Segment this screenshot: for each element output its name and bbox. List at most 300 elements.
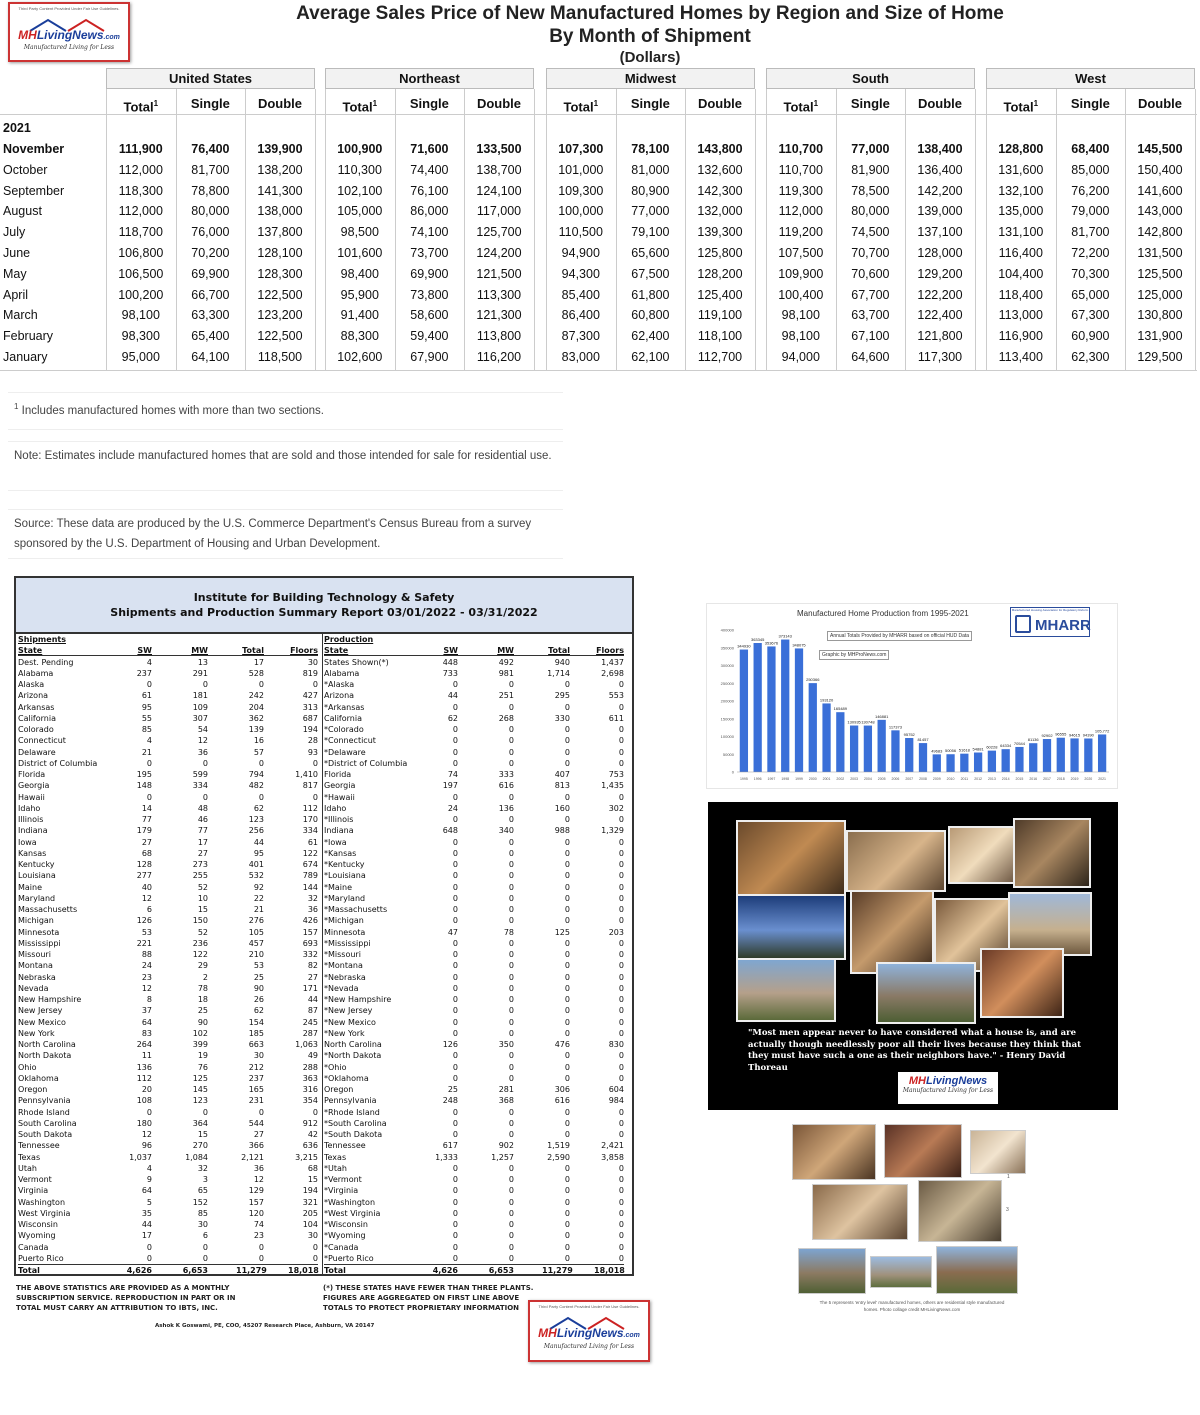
shipments-cell: 61: [141, 691, 152, 701]
table-cell: 67,700: [851, 287, 890, 302]
footnote-mark: 1: [372, 99, 378, 108]
production-cell: 0: [618, 1220, 624, 1229]
data-label: 348075: [792, 642, 806, 648]
footnote-mark: 1: [153, 99, 159, 108]
x-tick-label: 2005: [877, 777, 886, 781]
table-cell: 100,900: [337, 142, 383, 156]
data-label: 193120: [819, 697, 834, 703]
shipments-cell: 61: [307, 837, 318, 847]
production-cell: Georgia: [324, 781, 356, 791]
table-cell: 70,600: [851, 266, 890, 281]
table-row: [0, 222, 1197, 243]
shipments-cell: 457: [248, 938, 264, 948]
production-cell: 0: [508, 1051, 514, 1061]
production-cell: Total: [324, 1266, 346, 1275]
shipments-cell: 93: [307, 747, 318, 757]
shipments-cell: Rhode Island: [18, 1107, 70, 1117]
data-label: 54881: [972, 746, 984, 752]
shipments-cell: 85: [197, 1208, 208, 1218]
table-cell: 110,500: [558, 225, 603, 240]
production-cell: 0: [508, 882, 514, 892]
grid-line: [905, 89, 906, 370]
production-cell: 0: [508, 680, 514, 689]
shipments-cell: New Jersey: [18, 1006, 63, 1016]
production-cell: 0: [564, 747, 570, 757]
production-row: [324, 814, 624, 825]
production-cell: 368: [498, 1096, 514, 1106]
note-text: Note: Estimates include manufactured homes that are sold and those intended for sale for residential use.: [14, 450, 552, 462]
production-row: [324, 1084, 624, 1095]
shipments-cell: 120: [248, 1208, 264, 1218]
shipments-cell: 663: [248, 1040, 264, 1049]
table-cell: 62,300: [1071, 350, 1110, 364]
footnote-box: [8, 392, 563, 430]
column-header: [1056, 90, 1126, 114]
grid-line: [986, 89, 987, 370]
production-cell: Arizona: [324, 691, 355, 701]
production-cell: *Maryland: [324, 893, 366, 903]
production-chart: [706, 603, 1118, 789]
table-cell: 122,200: [917, 287, 963, 302]
mharr-topline: Manufactured Housing Association for Regulatory Reform: [1011, 608, 1089, 612]
production-row: [324, 747, 624, 758]
production-row: [324, 724, 624, 735]
production-cell: Indiana: [324, 826, 354, 836]
x-tick-label: 2015: [1015, 777, 1024, 781]
table-row: [0, 264, 1197, 285]
x-tick-label: 2007: [905, 777, 914, 781]
ibts-signature: Ashok K Goswami, PE, COO, 45207 Research Place, Ashburn, VA 20147: [155, 1323, 375, 1329]
shipments-cell: 44: [141, 1220, 152, 1229]
column-header: [905, 90, 975, 114]
table-cell: 76,200: [1071, 183, 1110, 198]
column-header-label: Single: [850, 96, 890, 111]
table-cell: 137,800: [257, 225, 303, 240]
bar-2007: [905, 738, 913, 772]
production-row: [324, 960, 624, 971]
production-row: [324, 972, 624, 983]
shipments-cell: 0: [146, 758, 152, 768]
production-cell: 0: [508, 1242, 514, 1252]
bar-2008: [919, 743, 927, 772]
year-label: 2021: [3, 121, 31, 135]
production-row: [324, 1129, 624, 1140]
table-cell: 67,300: [1071, 308, 1110, 323]
production-cell: 0: [618, 1175, 624, 1184]
shipments-row: [18, 657, 318, 668]
table-cell: 113,000: [998, 308, 1043, 323]
shipments-row: [18, 792, 318, 803]
production-cell: 0: [452, 893, 458, 903]
shipments-row: [18, 724, 318, 735]
production-cell: 0: [452, 1208, 458, 1218]
shipments-cell: 28: [307, 736, 318, 746]
shipments-cell: 6: [146, 905, 152, 914]
production-cell: 0: [564, 1118, 570, 1128]
production-cell: 0: [564, 1062, 570, 1072]
table-cell: 138,000: [257, 204, 303, 219]
table-cell: 80,000: [851, 204, 890, 219]
production-cell: 0: [618, 995, 624, 1004]
production-cell: *South Dakota: [324, 1130, 383, 1139]
bar-2018: [1057, 738, 1065, 772]
shipments-cell: 0: [258, 1107, 264, 1117]
production-cell: 648: [442, 826, 458, 836]
production-cell: 0: [508, 972, 514, 982]
shipments-cell: 12: [141, 983, 152, 993]
table-cell: 98,100: [121, 308, 160, 323]
shipments-cell: 426: [302, 916, 318, 926]
production-cell: 0: [618, 916, 624, 926]
shipments-cell: 528: [248, 668, 264, 678]
table-row: [0, 243, 1197, 264]
shipments-cell: Kansas: [18, 848, 47, 858]
shipments-row: [18, 758, 318, 769]
shipments-row: [18, 893, 318, 904]
table-cell: 122,400: [917, 308, 963, 323]
shipments-cell: 273: [192, 860, 208, 869]
shipments-row: [18, 1230, 318, 1241]
production-row: [324, 994, 624, 1005]
table-cell: 118,300: [118, 183, 163, 198]
production-cell: Tennessee: [324, 1141, 366, 1151]
table-cell: 141,600: [1137, 183, 1183, 198]
footnote-mark: 1: [593, 99, 599, 108]
shipments-column-header: Floors: [290, 646, 318, 656]
production-cell: 0: [508, 792, 514, 802]
mini-photo-family: [812, 1184, 908, 1240]
production-row: [324, 1118, 624, 1129]
table-cell: 69,900: [191, 266, 230, 281]
production-cell: Oregon: [324, 1085, 354, 1094]
bar-1996: [754, 643, 762, 772]
production-cell: 0: [508, 1163, 514, 1173]
x-tick-label: 1999: [795, 777, 803, 781]
x-tick-label: 2001: [822, 777, 831, 781]
production-cell: 0: [618, 961, 624, 971]
table-cell: 69,900: [410, 266, 449, 281]
production-cell: 125: [554, 927, 570, 937]
production-cell: 0: [452, 815, 458, 824]
source-text: Source: These data are produced by the U.S. Commerce Department's Census Bureau from a survey sponsored by the U.S. Department of Housing and Urban Development.: [14, 518, 532, 550]
production-row: [324, 1253, 624, 1264]
production-cell: 0: [452, 1163, 458, 1173]
shipments-cell: 170: [302, 815, 318, 824]
table-cell: 142,200: [917, 183, 963, 198]
note-box: [8, 441, 563, 491]
table-cell: 119,200: [778, 225, 823, 240]
production-cell: 0: [618, 983, 624, 993]
shipments-cell: 30: [197, 1220, 208, 1229]
shipments-row: [18, 769, 318, 780]
shipments-row: [18, 803, 318, 814]
shipments-cell: 231: [248, 1096, 264, 1106]
shipments-cell: 194: [302, 1186, 318, 1196]
shipments-cell: 122: [302, 848, 318, 858]
mhlivingnews-logo-bottom[interactable]: [528, 1300, 650, 1362]
shipments-cell: 85: [141, 725, 152, 734]
table-cell: 100,000: [558, 204, 604, 219]
shipments-cell: Nevada: [18, 983, 49, 993]
production-cell: 1,435: [601, 781, 624, 791]
grid-line: [315, 89, 316, 370]
table-cell: 70,300: [1071, 266, 1110, 281]
logo-topline-bottom: Third Party Content Provided Under Fair Use Guidelines.: [538, 1304, 640, 1309]
shipments-cell: 4: [146, 1163, 152, 1173]
table-cell: 100,400: [778, 287, 824, 302]
title-line-2: By Month of Shipment: [549, 26, 751, 47]
production-cell: *Rhode Island: [324, 1107, 380, 1117]
production-row: [324, 1005, 624, 1016]
production-cell: 0: [564, 848, 570, 858]
shipments-cell: 10: [197, 893, 208, 903]
table-cell: 128,100: [257, 246, 303, 260]
shipments-cell: 87: [307, 1006, 318, 1016]
table-cell: 125,700: [476, 225, 522, 240]
shipments-cell: 3: [202, 1175, 208, 1184]
production-cell: *Kentucky: [324, 860, 365, 869]
table-row: [0, 160, 1197, 181]
shipments-cell: 181: [192, 691, 208, 701]
shipments-cell: Wyoming: [18, 1231, 56, 1241]
shipments-cell: 179: [136, 826, 152, 836]
production-cell: 0: [618, 882, 624, 892]
shipments-cell: District of Columbia: [18, 758, 98, 768]
table-cell: 107,500: [778, 246, 824, 260]
shipments-cell: 125: [192, 1073, 208, 1083]
table-cell: 81,000: [631, 162, 670, 177]
shipments-cell: Arizona: [18, 691, 49, 701]
shipments-cell: 152: [192, 1197, 208, 1207]
table-row: [0, 139, 1197, 160]
shipments-row: [18, 1208, 318, 1219]
production-cell: 24: [447, 803, 458, 813]
production-row: [324, 735, 624, 746]
production-cell: 330: [554, 713, 570, 723]
data-label: 130935: [847, 719, 861, 725]
production-cell: *Massachusetts: [324, 905, 388, 914]
y-tick-label: 400000: [720, 627, 734, 633]
y-tick-label: 50000: [722, 751, 734, 757]
production-row: [324, 1017, 624, 1028]
column-header: [836, 90, 906, 114]
shipments-cell: 288: [302, 1062, 318, 1072]
month-label: June: [3, 246, 31, 260]
column-header: [106, 90, 176, 114]
production-cell: 0: [564, 995, 570, 1004]
x-tick-label: 1995: [739, 777, 748, 781]
table-cell: 64,100: [191, 350, 230, 364]
shipments-cell: 77: [141, 815, 152, 824]
production-cell: 0: [618, 1107, 624, 1117]
production-cell: 0: [508, 1175, 514, 1184]
shipments-cell: 76: [197, 1062, 208, 1072]
report-title: [250, 2, 1050, 67]
production-cell: 0: [564, 792, 570, 802]
production-cell: *Kansas: [324, 848, 357, 858]
production-cell: 940: [554, 657, 570, 667]
shipments-row: [18, 702, 318, 713]
grid-line: [0, 114, 1197, 115]
production-cell: 0: [618, 736, 624, 746]
production-row: [324, 1208, 624, 1219]
production-cell: 0: [618, 815, 624, 824]
production-cell: 0: [452, 961, 458, 971]
shipments-cell: 112: [302, 803, 318, 813]
production-row: [324, 1163, 624, 1174]
shipments-cell: 123: [192, 1096, 208, 1106]
shipments-cell: 334: [302, 826, 318, 836]
shipments-cell: South Carolina: [18, 1118, 77, 1128]
production-cell: 0: [564, 983, 570, 993]
shipments-cell: 46: [197, 815, 208, 824]
grid-line: [766, 89, 767, 370]
table-cell: 78,100: [631, 142, 670, 156]
shipments-cell: Illinois: [18, 815, 44, 824]
mini-photo-kitchen-2: [918, 1180, 1002, 1242]
table-cell: 66,700: [191, 287, 230, 302]
production-cell: 47: [447, 927, 458, 937]
production-cell: 0: [452, 1028, 458, 1038]
shipments-row: [18, 994, 318, 1005]
shipments-cell: 291: [192, 668, 208, 678]
shipments-cell: 0: [202, 1242, 208, 1252]
column-header: [766, 90, 836, 114]
table-cell: 129,200: [917, 266, 963, 281]
table-cell: 110,700: [778, 162, 823, 177]
shipments-cell: 599: [192, 770, 208, 779]
shipments-row: [18, 915, 318, 926]
production-cell: 0: [452, 1175, 458, 1184]
shipments-cell: 139: [248, 725, 264, 734]
shipments-cell: 27: [197, 848, 208, 858]
table-cell: 110,300: [337, 162, 382, 177]
shipments-cell: 52: [197, 927, 208, 937]
shipments-cell: 316: [302, 1085, 318, 1094]
production-row: [324, 1140, 624, 1151]
production-row: [324, 837, 624, 848]
shipments-cell: 102: [192, 1028, 208, 1038]
production-cell: 0: [618, 680, 624, 689]
grid-line: [395, 89, 396, 370]
shipments-cell: 27: [253, 1130, 264, 1139]
shipments-cell: 332: [302, 950, 318, 959]
table-cell: 63,700: [851, 308, 890, 323]
shipments-cell: 180: [136, 1118, 152, 1128]
production-cell: 0: [508, 747, 514, 757]
production-cell: 340: [498, 826, 514, 836]
production-cell: 0: [564, 1051, 570, 1061]
production-cell: 0: [508, 1231, 514, 1241]
production-cell: 0: [508, 1073, 514, 1083]
shipments-cell: Pennsylvania: [18, 1096, 71, 1106]
mhlivingnews-logo[interactable]: [8, 2, 130, 62]
production-cell: 0: [618, 1051, 624, 1061]
mini-photo-exterior-1: [798, 1248, 866, 1294]
production-cell: 0: [564, 1253, 570, 1263]
x-tick-label: 2002: [836, 777, 845, 781]
shipments-cell: 109: [192, 702, 208, 712]
production-cell: 0: [508, 1006, 514, 1016]
production-row: [324, 949, 624, 960]
production-cell: 0: [618, 905, 624, 914]
production-cell: 0: [452, 1073, 458, 1083]
shipments-cell: 270: [192, 1141, 208, 1151]
shipments-cell: New Hampshire: [18, 995, 82, 1004]
shipments-cell: 0: [312, 1253, 318, 1263]
production-cell: 981: [498, 668, 514, 678]
shipments-cell: 6: [202, 1231, 208, 1241]
x-tick-label: 2017: [1043, 777, 1051, 781]
production-row: [324, 983, 624, 994]
shipments-cell: Arkansas: [18, 702, 55, 712]
shipments-cell: 210: [248, 950, 264, 959]
shipments-section-label: [18, 634, 318, 645]
logo-brand: MHLivingNews.com: [18, 28, 120, 42]
shipments-cell: 64: [141, 1017, 152, 1027]
table-cell: 150,400: [1137, 162, 1183, 177]
production-cell: *Iowa: [324, 837, 347, 847]
production-cell: *North Dakota: [324, 1051, 382, 1061]
production-cell: 0: [564, 1175, 570, 1184]
shipments-cell: 52: [197, 882, 208, 892]
production-cell: 988: [554, 826, 570, 836]
y-tick-label: 200000: [720, 698, 734, 704]
data-label: 353676: [764, 640, 779, 646]
table-cell: 77,000: [851, 142, 890, 156]
production-cell: *Maine: [324, 882, 353, 892]
production-cell: 0: [508, 871, 514, 881]
bar-2014: [1002, 749, 1010, 772]
column-header: [685, 90, 755, 114]
production-row: [324, 1185, 624, 1196]
data-label: 117373: [888, 724, 902, 730]
shipments-cell: 40: [141, 882, 152, 892]
production-row: [324, 668, 624, 679]
production-cell: *Vermont: [324, 1175, 362, 1184]
table-cell: 117,300: [917, 350, 963, 364]
table-cell: 102,600: [337, 350, 383, 364]
shipments-cell: 83: [141, 1028, 152, 1038]
table-cell: 83,000: [561, 350, 600, 364]
chart-title: Manufactured Home Production from 1995-2021: [797, 609, 969, 618]
production-cell: 0: [508, 893, 514, 903]
production-cell: 0: [452, 1186, 458, 1196]
shipments-cell: 12: [141, 893, 152, 903]
production-cell: 0: [452, 1253, 458, 1263]
production-cell: 0: [452, 1118, 458, 1128]
production-cell: 0: [564, 1220, 570, 1229]
production-cell: 476: [554, 1040, 570, 1049]
column-header-label: Double: [257, 96, 303, 111]
production-cell: 0: [452, 972, 458, 982]
logo-tagline-bottom: Manufactured Living for Less: [543, 1343, 635, 1350]
shipments-cell: 1,410: [295, 770, 318, 779]
shipments-cell: 24: [141, 961, 152, 971]
month-label: February: [3, 329, 54, 344]
production-row: [324, 927, 624, 938]
shipments-row: [18, 927, 318, 938]
production-cell: 0: [452, 758, 458, 768]
production-cell: 0: [618, 1028, 624, 1038]
production-cell: 136: [498, 803, 514, 813]
x-tick-label: 1997: [767, 777, 776, 781]
production-cell: 0: [452, 725, 458, 734]
shipments-cell: 0: [312, 792, 318, 802]
shipments-row: [18, 1140, 318, 1151]
shipments-cell: Texas: [18, 1152, 41, 1162]
production-cell: 0: [618, 1062, 624, 1072]
